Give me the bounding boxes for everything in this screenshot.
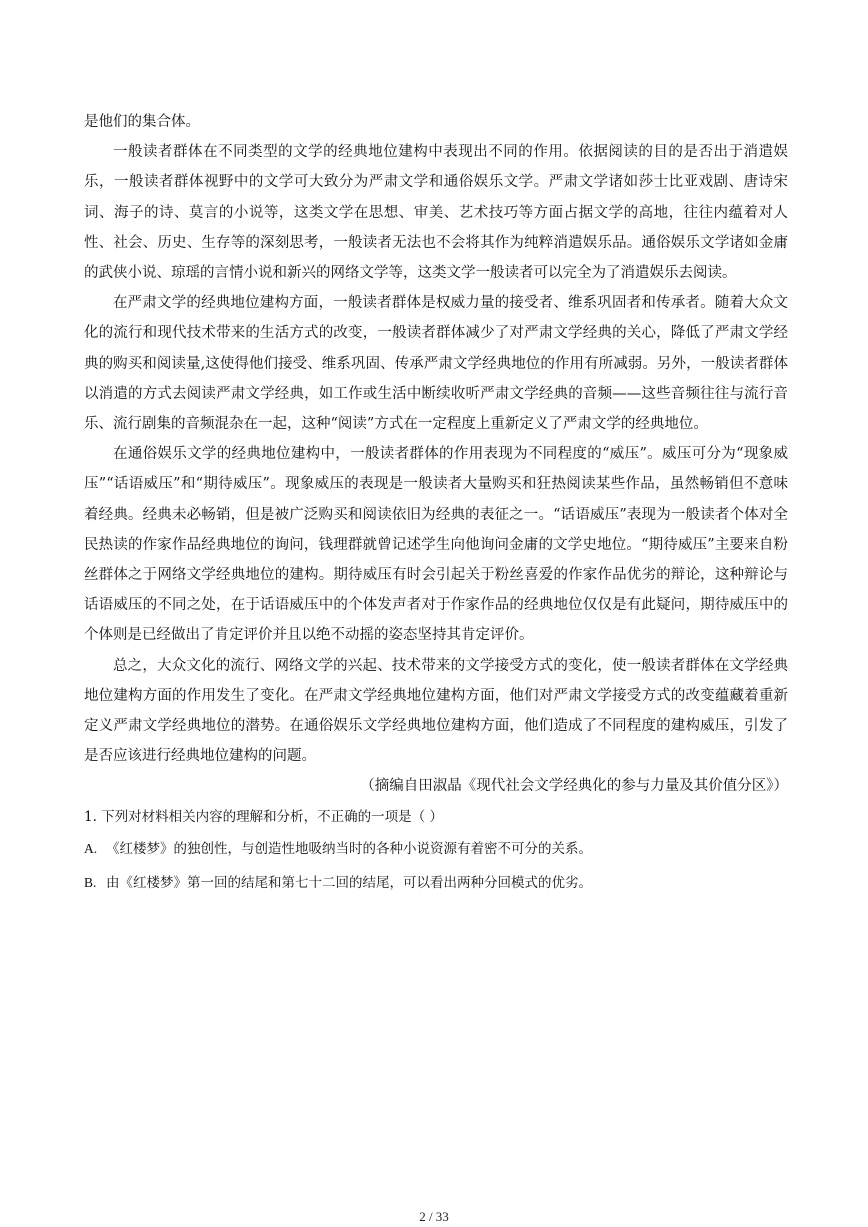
question-stem: 1. 下列对材料相关内容的理解和分析，不正确的一项是（ ） xyxy=(84,808,443,825)
source-citation: （摘编自田淑晶《现代社会文学经典化的参与力量及其价值分区》） xyxy=(360,778,788,795)
paragraph: 在严肃文学的经典地位建构方面，一般读者群体是权威力量的接受者、维系巩固者和传承者。随着大众文化的流行和现代技术带来的生活方式的改变，一般读者群体减少了对严肃文学经典的关心，降低了严肃文学经典的购买和阅读量,这使得他们接受、维系巩固、传承严肃文学经典地位的作用有所减弱。另外，一般读者群体以消遣的方式去阅读严肃文学经典，如工作或生活中断续收听严肃文学经典的音频——这些音频往往与流行音乐、流行剧集的音频混杂在一起，这种“阅读”方式在一定程度上重新定义了严肃文学的经典地位。 xyxy=(84,295,788,433)
paragraph: 在通俗娱乐文学的经典地位建构中，一般读者群体的作用表现为不同程度的“威压”。威压可分为“现象威压”“话语威压”和“期待威压”。现象威压的表现是一般读者大量购买和狂热阅读某些作品，虽然畅销但不意味着经典。经典未必畅销，但是被广泛购买和阅读依旧为经典的表征之一。“话语威压”表现为一般读者个体对全民热读的作家作品经典地位的询问，钱理群就曾记述学生向他询问金庸的文学史地位。“期待威压”主要来自粉丝群体之于网络文学经典地位的建构。期待威压有时会引起关于粉丝喜爱的作家作品优劣的辩论，这种辩论与话语威压的不同之处，在于话语威压中的个体发声者对于作家作品的经典地位仅仅是有此疑问，期待威压中的个体则是已经做出了肯定评价并且以绝不动摇的姿态坚持其肯定评价。 xyxy=(84,446,788,644)
option-text: 由《红楼梦》第一回的结尾和第七十二回的结尾，可以看出两种分回模式的优劣。 xyxy=(106,874,592,891)
paragraph: 总之，大众文化的流行、网络文学的兴起、技术带来的文学接受方式的变化，使一般读者群体在文学经典地位建构方面的作用发生了变化。在严肃文学经典地位建构方面，他们对严肃文学接受方式的改变蕴藏着重新定义严肃文学经典地位的潜势。在通俗娱乐文学经典地位建构方面，他们造成了不同程度的建构威压，引发了是否应该进行经典地位建构的问题。 xyxy=(84,657,788,765)
option-b xyxy=(84,866,788,900)
paragraph: 一般读者群体在不同类型的文学的经典地位建构中表现出不同的作用。依据阅读的目的是否出于消遣娱乐，一般读者群体视野中的文学可大致分为严肃文学和通俗娱乐文学。严肃文学诸如莎士比亚戏剧、唐诗宋词、海子的诗、莫言的小说等，这类文学在思想、审美、艺术技巧等方面占据文学的高地，往往内蕴着对人性、社会、历史、生存等的深刻思考，一般读者无法也不会将其作为纯粹消遣娱乐品。通俗娱乐文学诸如金庸的武侠小说、琼瑶的言情小说和新兴的网络文学等，这类文学一般读者可以完全为了消遣娱乐去阅读。 xyxy=(84,144,788,282)
option-a xyxy=(84,832,788,866)
paragraph-continuation: 是他们的集合体。 xyxy=(84,114,200,130)
article-body xyxy=(84,107,788,900)
option-letter: A. xyxy=(84,840,98,856)
page-number: 2 / 33 xyxy=(419,1209,449,1224)
option-text: 《红楼梦》的独创性，与创造性地吸纳当时的各种小说资源有着密不可分的关系。 xyxy=(106,840,592,857)
option-letter: B. xyxy=(84,874,97,890)
